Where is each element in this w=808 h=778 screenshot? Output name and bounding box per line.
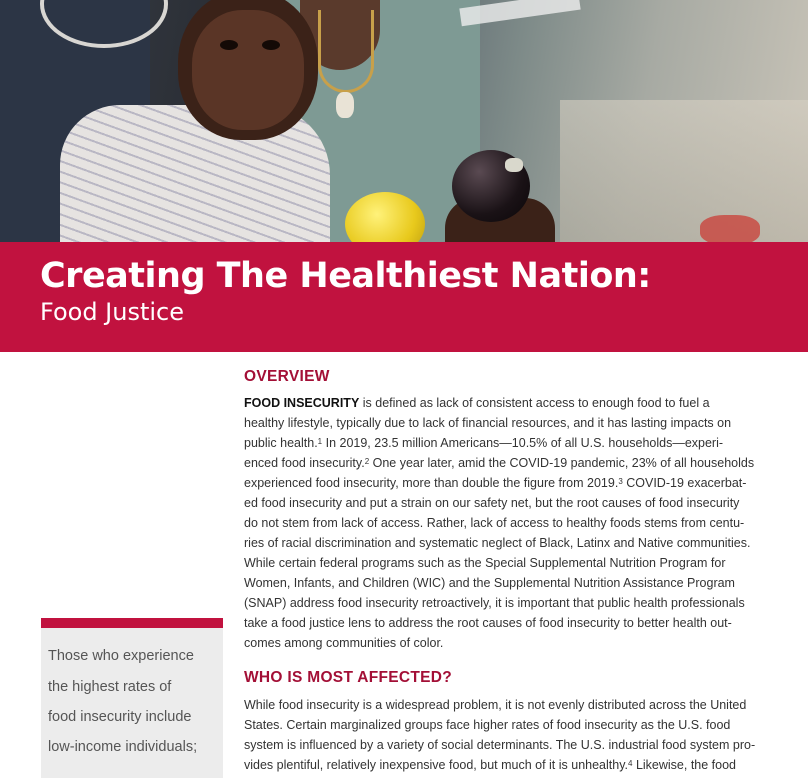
page-title: Creating The Healthiest Nation: [40,256,651,296]
overview-line-4: enced food insecurity.$^2$ One year later, amid the COVID-19 pandemic, 23% of all households [244,456,755,470]
footnote-ref: 1 [317,437,323,446]
child-right-eye [262,40,280,50]
overview-heading: OVERVIEW [244,368,330,385]
child-face [192,10,304,130]
sidebar-line-1: Those who experience [48,648,194,664]
overview-line-1: FOOD INSECURITY is defined as lack of consistent access to enough food to fuel a [244,396,710,410]
footnote-ref: 3 [618,477,623,486]
produce-sticker [505,158,523,172]
overview-line-2: healthy lifestyle, typically due to lack of financial resources, and it has lasting impacts on [244,416,732,430]
overview-line-3: public health.$^1$ In 2019, 23.5 million Americans—10.5% of all U.S. households—experi- [244,436,724,450]
overview-lead-bold: FOOD INSECURITY [244,396,360,410]
affected-line-4: vides plentiful, relatively inexpensive food, but much of it is unhealthy.$^4$ Likewise, the food [244,758,737,772]
child-left-eye [220,40,238,50]
overview-line-7: do not stem from lack of access. Rather, lack of access to healthy foods stems from centu- [244,516,745,530]
overview-line-10: Women, Infants, and Children (WIC) and the Supplemental Nutrition Assistance Program [244,576,735,590]
sidebar-line-2: the highest rates of [48,679,172,695]
affected-line-1: While food insecurity is a widespread problem, it is not evenly distributed across the United [244,698,747,712]
overview-line-9: While certain federal programs such as the Special Supplemental Nutrition Program for [244,556,726,570]
page-subtitle: Food Justice [40,298,185,326]
overview-line-12: take a food justice lens to address the root causes of food insecurity to better health out- [244,616,732,630]
produce-red [700,215,760,242]
footnote-ref: 2 [364,457,370,466]
overview-line-8: ries of racial discrimination and systematic neglect of Black, Latinx and Native communities. [244,536,751,550]
overview-line-5: experienced food insecurity, more than double the figure from 2019.$^3$ COVID-19 exacerbat- [244,476,747,490]
affected-heading: WHO IS MOST AFFECTED? [244,669,453,686]
overview-line-13: comes among communities of color. [244,636,444,650]
footnote-ref: 4 [628,759,633,768]
sidebar-accent-bar [41,618,223,628]
affected-line-2: States. Certain marginalized groups face higher rates of food insecurity as the U.S. food [244,718,731,732]
necklace-pendant [336,92,354,118]
hero-photo [0,0,808,242]
store-shelf [560,100,808,242]
sidebar-line-3: food insecurity include [48,709,192,725]
overview-line-11: (SNAP) address food insecurity retroactively, it is important that public health professionals [244,596,745,610]
sidebar-line-4: low-income individuals; [48,739,198,755]
necklace [318,10,374,93]
overview-line-6: ed food insecurity and put a strain on our safety net, but the root causes of food insecurity [244,496,740,510]
affected-line-3: system is influenced by a variety of social determinants. The U.S. industrial food system pro- [244,738,756,752]
